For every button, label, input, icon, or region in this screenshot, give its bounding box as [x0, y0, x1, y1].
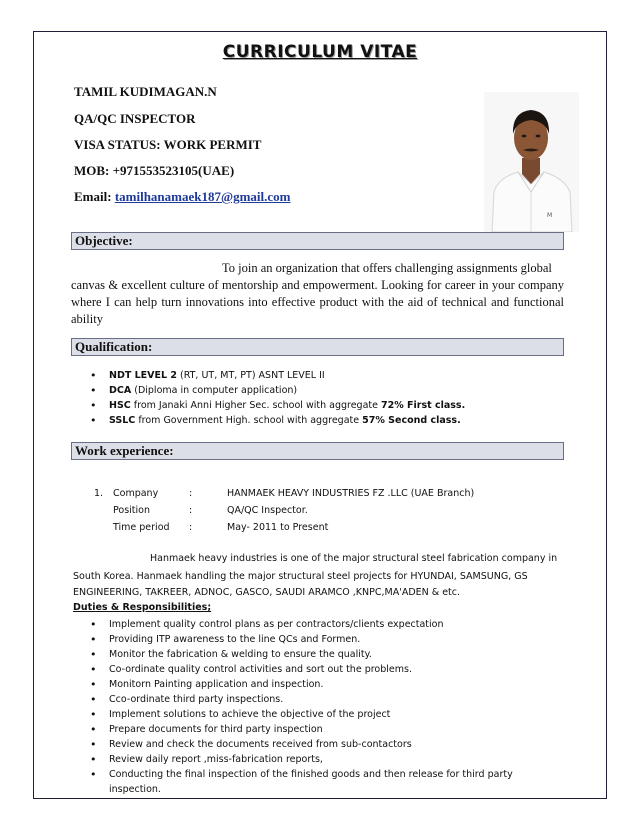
company-description-line: South Korea. Hanmaek handling the major structural steel projects for HYUNDAI, SAMSUNG, GS: [73, 571, 528, 582]
resume-page: [33, 31, 607, 799]
duty-item: • Co-ordinate quality control activities and sort out the problems.: [90, 663, 412, 676]
qualification-item: • NDT LEVEL 2 (RT, UT, MT, PT) ASNT LEVEL II: [90, 369, 325, 382]
bullet-icon: •: [90, 633, 97, 646]
detail-separator: :: [189, 488, 193, 499]
list-number: 1.: [94, 488, 104, 499]
work-experience-heading: Work experience:: [71, 442, 564, 460]
duty-item: • Monitor the fabrication & welding to ensure the quality.: [90, 648, 372, 661]
candidate-role: QA/QC INSPECTOR: [74, 111, 196, 126]
qualification-item: • SSLC from Government High. school with aggregate 57% Second class.: [90, 414, 461, 427]
detail-value: HANMAEK HEAVY INDUSTRIES FZ .LLC (UAE Branch): [227, 488, 475, 499]
bullet-icon: •: [90, 369, 97, 382]
bullet-icon: •: [90, 753, 97, 766]
qualification-item: • DCA (Diploma in computer application): [90, 384, 298, 397]
detail-label: Time period: [113, 522, 170, 533]
duty-item: • Monitorn Painting application and inspection.: [90, 678, 324, 691]
bullet-icon: •: [90, 399, 97, 412]
duty-item: • Implement quality control plans as per contractors/clients expectation: [90, 618, 444, 631]
bullet-icon: •: [90, 678, 97, 691]
detail-separator: :: [189, 522, 193, 533]
email-line: [74, 189, 290, 205]
duty-item: • Conducting the final inspection of the finished goods and then release for third party inspection.: [90, 768, 513, 795]
bullet-icon: •: [90, 723, 97, 736]
bullet-icon: •: [90, 738, 97, 751]
detail-value: May- 2011 to Present: [227, 522, 329, 533]
detail-value: QA/QC Inspector.: [227, 505, 308, 516]
detail-separator: :: [189, 505, 193, 516]
qualification-item: • HSC from Janaki Anni Higher Sec. school with aggregate 72% First class.: [90, 399, 466, 412]
email-link[interactable]: tamilhanamaek187@gmail.com: [114, 189, 291, 204]
detail-label: Company: [113, 488, 159, 499]
company-description-first: Hanmaek heavy industries is one of the major structural steel fabrication company in: [150, 553, 558, 564]
duty-item: • Providing ITP awareness to the line QCs and Formen.: [90, 633, 361, 646]
bullet-icon: •: [90, 693, 97, 706]
company-description-line: ENGINEERING, TAKREER, ADNOC, GASCO, SAUDI ARAMCO ,KNPC,MA'ADEN & etc.: [73, 587, 461, 598]
bullet-icon: •: [90, 384, 97, 397]
objective-text: [71, 260, 564, 328]
bullet-icon: •: [90, 708, 97, 721]
detail-label: Position: [113, 505, 150, 516]
candidate-name: TAMIL KUDIMAGAN.N: [74, 84, 217, 99]
duty-item: • Review daily report ,miss-fabrication reports,: [90, 753, 323, 766]
profile-photo: [484, 92, 579, 232]
bullet-icon: •: [90, 414, 97, 427]
qualification-heading: Qualification:: [71, 338, 564, 356]
duty-item: • Cco-ordinate third party inspections.: [90, 693, 284, 706]
objective-first-line: To join an organization that offers challenging assignments global: [222, 261, 552, 275]
objective-rest: canvas & excellent culture of mentorship and empowerment. Looking for career in your company where I can help turn innovations into effective product with the aid of technical and functional ability: [71, 278, 564, 326]
svg-text:M: M: [547, 212, 553, 219]
bullet-icon: •: [90, 663, 97, 676]
duties-list: [86, 617, 556, 797]
duty-item: • Implement solutions to achieve the objective of the project: [90, 708, 391, 721]
mobile-number: MOB: +971553523105(UAE): [74, 163, 235, 178]
bullet-icon: •: [90, 768, 97, 781]
duties-heading: Duties & Responsibilities;: [73, 602, 212, 613]
duty-item: • Review and check the documents received from sub-contactors: [90, 738, 412, 751]
bullet-icon: •: [90, 648, 97, 661]
visa-status: VISA STATUS: WORK PERMIT: [74, 137, 262, 152]
duty-item: • Prepare documents for third party inspection: [90, 723, 323, 736]
email-label: Email:: [74, 189, 115, 204]
document-title: CURRICULUM VITAE: [222, 42, 418, 62]
qualification-list: [86, 368, 556, 428]
bullet-icon: •: [90, 618, 97, 631]
objective-heading: Objective:: [71, 232, 564, 250]
